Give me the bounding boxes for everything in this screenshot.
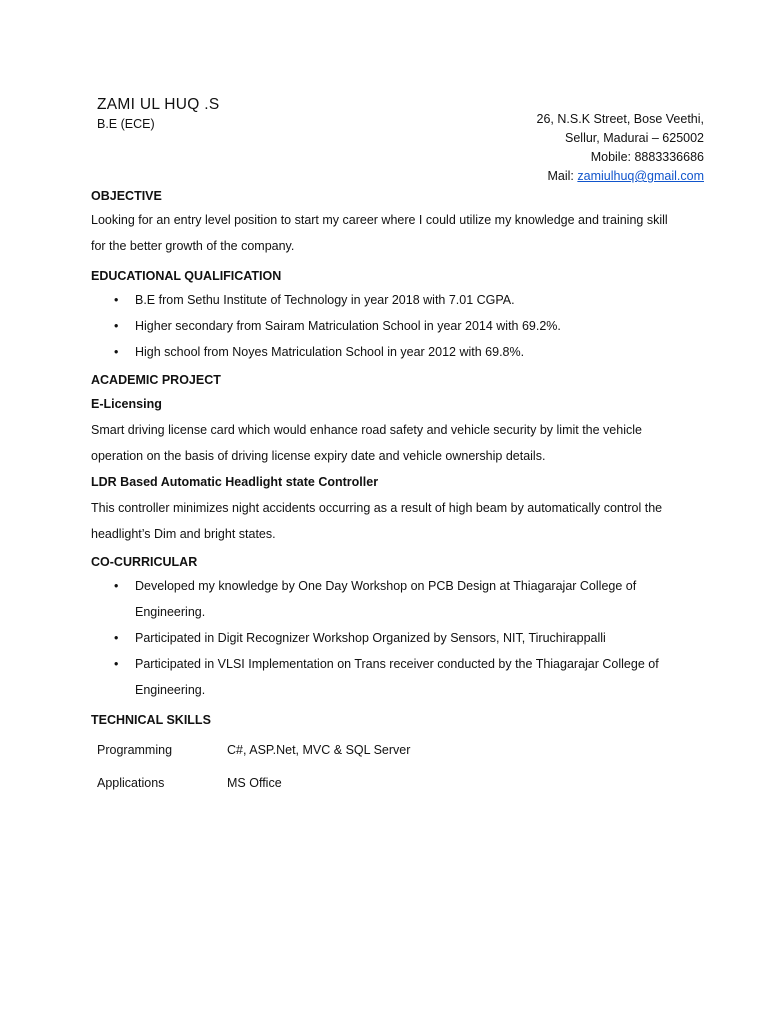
co-curricular-section	[91, 553, 691, 703]
project-title: E-Licensing	[91, 397, 162, 411]
technical-skills-heading: TECHNICAL SKILLS	[91, 713, 211, 727]
academic-project-section	[91, 371, 691, 547]
resume-body	[91, 187, 691, 809]
project-title: LDR Based Automatic Headlight state Controller	[91, 475, 379, 489]
education-list	[91, 287, 691, 365]
education-item: B.E from Sethu Institute of Technology in year 2018 with 7.01 CGPA.	[135, 293, 515, 307]
project-description: This controller minimizes night accidents occurring as a result of high beam by automatically control the headlight’s Dim and bright states.	[91, 501, 663, 541]
candidate-degree: B.E (ECE)	[97, 117, 155, 131]
objective-section	[91, 187, 691, 259]
list-item	[91, 625, 671, 651]
education-item: Higher secondary from Sairam Matriculation School in year 2014 with 69.2%.	[135, 319, 561, 333]
academic-project-heading: ACADEMIC PROJECT	[91, 373, 221, 387]
table-row	[97, 776, 691, 809]
bullet-icon: •	[114, 579, 119, 593]
skill-label: Applications	[97, 776, 165, 790]
list-item	[91, 339, 691, 365]
bullet-icon: •	[114, 631, 119, 645]
skill-value: C#, ASP.Net, MVC & SQL Server	[227, 743, 411, 757]
education-section	[91, 267, 691, 365]
bullet-icon: •	[114, 657, 119, 671]
objective-text: Looking for an entry level position to start my career where I could utilize my knowledge and training skill for the better growth of the company.	[91, 213, 668, 253]
address-line-1: 26, N.S.K Street, Bose Veethi,	[536, 112, 704, 126]
skill-value: MS Office	[227, 776, 282, 790]
education-item: High school from Noyes Matriculation School in year 2012 with 69.8%.	[135, 345, 525, 359]
candidate-name: ZAMI UL HUQ .S	[97, 96, 220, 113]
skill-label: Programming	[97, 743, 173, 757]
mail-line	[537, 167, 704, 186]
bullet-icon: •	[114, 319, 119, 333]
objective-heading: OBJECTIVE	[91, 189, 162, 203]
table-row	[97, 743, 691, 776]
co-curricular-item: Developed my knowledge by One Day Workshop on PCB Design at Thiagarajar College of Engineering.	[135, 579, 637, 619]
list-item	[91, 287, 691, 313]
mail-label: Mail:	[547, 169, 578, 183]
technical-skills-section	[91, 711, 691, 809]
co-curricular-list	[91, 573, 671, 703]
project-description: Smart driving license card which would enhance road safety and vehicle security by limit the vehicle operation on the basis of driving license expiry date and vehicle ownership details.	[91, 423, 642, 463]
list-item	[91, 573, 671, 625]
contact-block	[537, 110, 704, 186]
list-item	[91, 313, 691, 339]
bullet-icon: •	[114, 345, 119, 359]
co-curricular-item: Participated in VLSI Implementation on Trans receiver conducted by the Thiagarajar College of Engineering.	[135, 657, 659, 697]
co-curricular-heading: CO-CURRICULAR	[91, 555, 198, 569]
bullet-icon: •	[114, 293, 119, 307]
address-line-2: Sellur, Madurai – 625002	[565, 131, 704, 145]
education-heading: EDUCATIONAL QUALIFICATION	[91, 269, 282, 283]
list-item	[91, 651, 671, 703]
co-curricular-item: Participated in Digit Recognizer Workshop Organized by Sensors, NIT, Tiruchirappalli	[135, 631, 606, 645]
mobile-number: Mobile: 8883336686	[590, 150, 704, 164]
skills-table	[97, 743, 691, 809]
email-link[interactable]: zamiulhuq@gmail.com	[577, 169, 704, 183]
